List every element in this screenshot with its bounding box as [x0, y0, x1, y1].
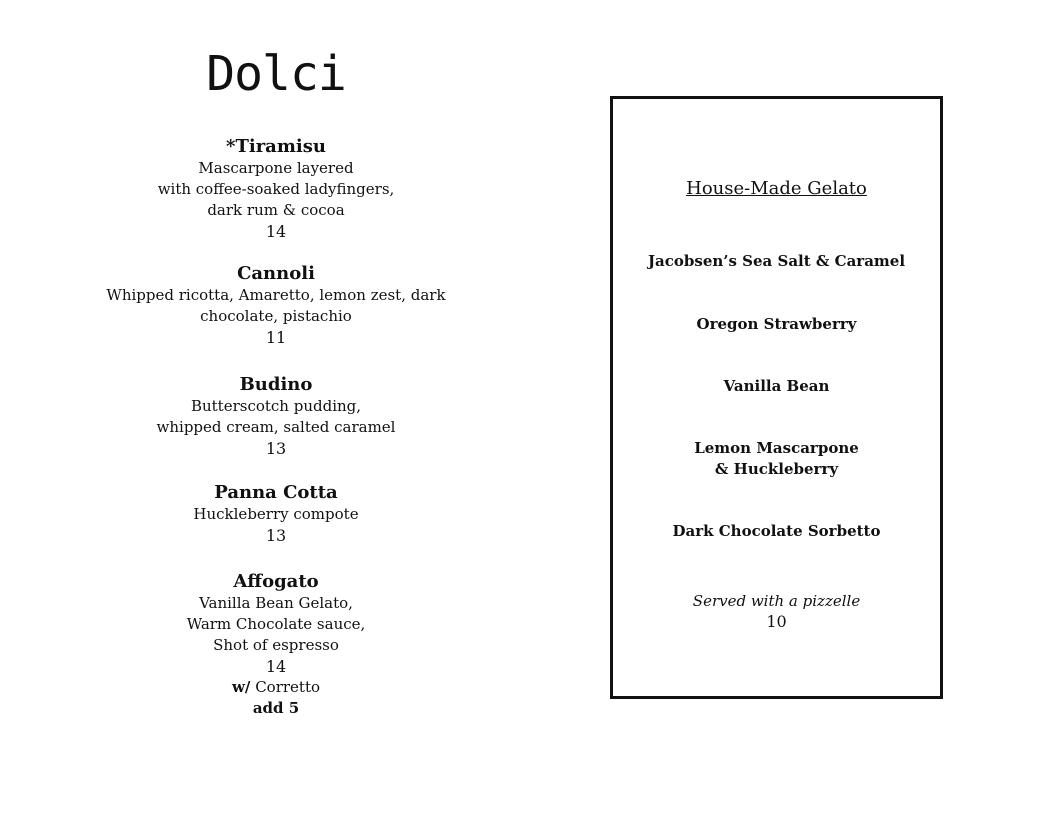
gelato-flavor	[613, 438, 940, 480]
dessert-description-line: Mascarpone layered	[198, 159, 354, 177]
dessert-description-line: Warm Chocolate sauce,	[186, 615, 366, 633]
dessert-price: 11	[265, 328, 287, 347]
dessert-price: 13	[265, 526, 287, 545]
dessert-price: 14	[265, 222, 287, 241]
gelato-flavor-line: Dark Chocolate Sorbetto	[672, 522, 881, 540]
dessert-item-budino	[60, 374, 492, 459]
dessert-description-line: Butterscotch pudding,	[190, 397, 362, 415]
gelato-flavor-line: Oregon Strawberry	[696, 315, 857, 333]
dessert-name: Affogato	[233, 571, 319, 592]
dessert-item-tiramisu	[60, 136, 492, 242]
dessert-price: 14	[265, 657, 287, 676]
dessert-description-line: Huckleberry compote	[193, 505, 359, 523]
dessert-description-line: chocolate, pistachio	[200, 307, 352, 325]
dessert-item-affogato	[60, 571, 492, 719]
dessert-description-line: whipped cream, salted caramel	[156, 418, 396, 436]
gelato-flavor-line: Lemon Mascarpone	[694, 439, 859, 457]
addon-price: add 5	[252, 699, 300, 717]
gelato-served-note: Served with a pizzelle	[692, 592, 861, 610]
dessert-name: Budino	[239, 374, 313, 395]
dessert-description-line: with coffee-soaked ladyfingers,	[157, 180, 395, 198]
dessert-description-line: Whipped ricotta, Amaretto, lemon zest, dark	[106, 286, 446, 304]
gelato-flavor	[613, 251, 940, 272]
dessert-description-line: dark rum & cocoa	[207, 201, 345, 219]
addon-prefix: w/	[232, 678, 251, 696]
addon-label	[60, 677, 492, 698]
dessert-item-panna-cotta	[60, 482, 492, 546]
gelato-heading: House-Made Gelato	[686, 178, 867, 199]
gelato-flavor	[613, 314, 940, 335]
gelato-price: 10	[766, 612, 787, 631]
gelato-flavor-line: Jacobsen’s Sea Salt & Caramel	[647, 252, 906, 270]
gelato-flavor-line: Vanilla Bean	[723, 377, 830, 395]
dessert-name: Cannoli	[237, 263, 315, 284]
dessert-item-cannoli	[60, 263, 492, 348]
dessert-description-line: Vanilla Bean Gelato,	[199, 594, 353, 612]
gelato-flavor-line: & Huckleberry	[714, 460, 839, 478]
dessert-name: *Tiramisu	[226, 136, 326, 157]
dessert-price: 13	[265, 439, 287, 458]
gelato-flavor	[613, 376, 940, 397]
gelato-flavor	[613, 521, 940, 542]
dessert-description-line: Shot of espresso	[213, 636, 339, 654]
dessert-name: Panna Cotta	[214, 482, 338, 503]
addon-text: Corretto	[255, 678, 320, 696]
menu-title: Dolci	[206, 46, 346, 102]
gelato-panel	[610, 96, 943, 699]
